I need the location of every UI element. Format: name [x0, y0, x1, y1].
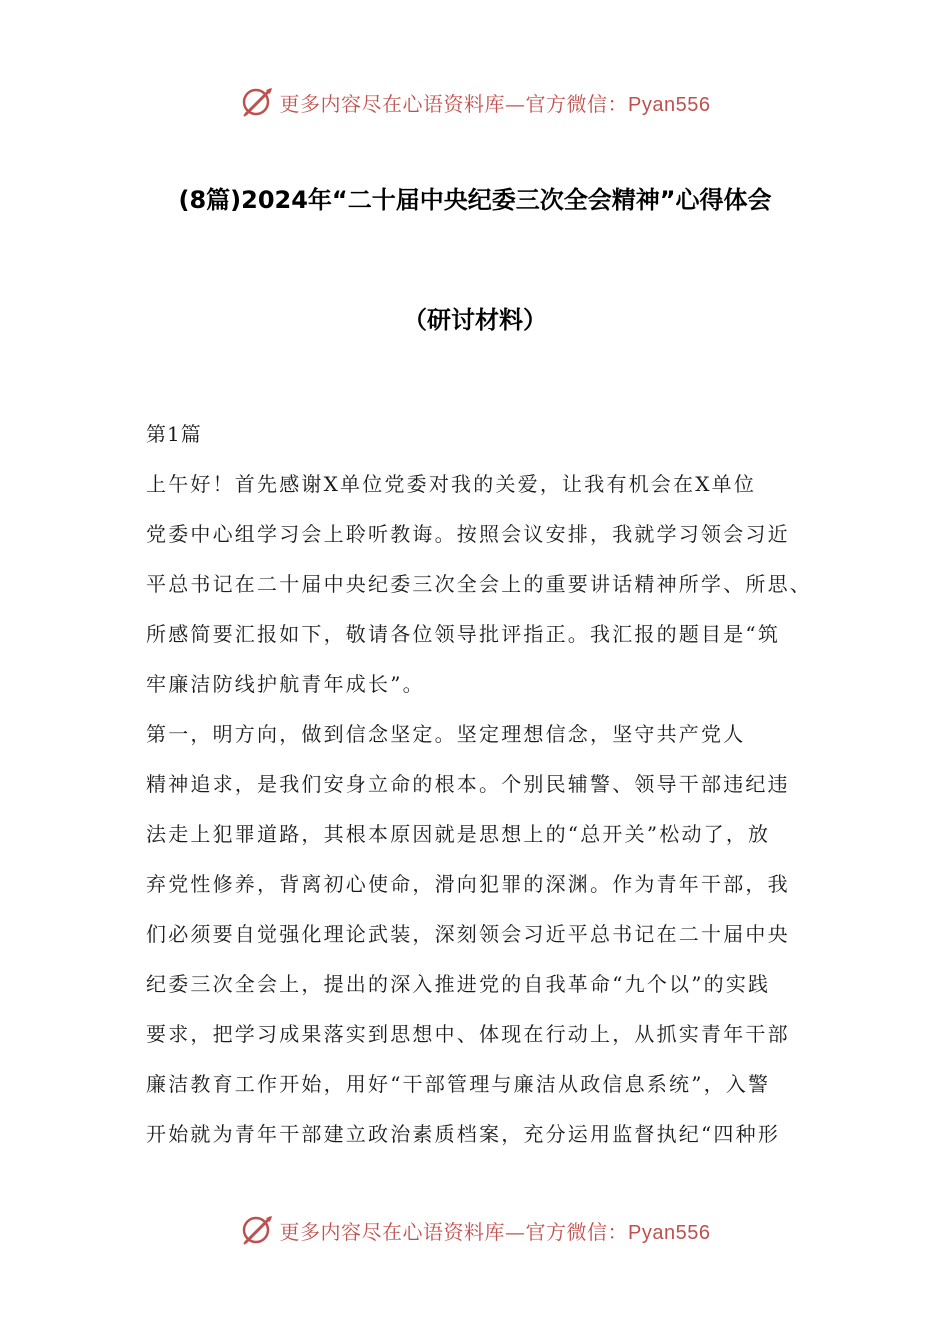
- pen-logo-icon: [240, 1212, 276, 1248]
- text-line: 第一，明方向，做到信念坚定。坚定理想信念，坚守共产党人: [146, 722, 746, 746]
- text-line: 要求，把学习成果落实到思想中、体现在行动上，从抓实青年干部: [146, 1022, 790, 1046]
- document-body: [146, 418, 826, 1168]
- text-line: 精神追求，是我们安身立命的根本。个别民辅警、领导干部违纪违: [146, 772, 790, 796]
- text-line: 法走上犯罪道路，其根本原因就是思想上的“总开关”松动了，放: [146, 822, 771, 846]
- text-line: 上午好！首先感谢X单位党委对我的关爱，让我有机会在X单位: [146, 472, 757, 496]
- wechat-id: Pyan556: [628, 1221, 711, 1244]
- text-line: 平总书记在二十届中央纪委三次全会上的重要讲话精神所学、所思、: [146, 572, 812, 596]
- text-line: 弃党性修养，背离初心使命，滑向犯罪的深渊。作为青年干部，我: [146, 872, 790, 896]
- watermark-banner-bottom: [0, 1210, 950, 1250]
- text-line: 开始就为青年干部建立政治素质档案，充分运用监督执纪“四种形: [146, 1122, 781, 1146]
- document-title: (8篇)2024年“二十届中央纪委三次全会精神”心得体会: [178, 186, 772, 214]
- text-line: 们必须要自觉强化理论武装，深刻领会习近平总书记在二十届中央: [146, 922, 790, 946]
- section-heading: 第1篇: [146, 422, 202, 446]
- pen-logo-icon: [240, 84, 276, 120]
- document-subtitle: （研讨材料）: [403, 306, 547, 334]
- text-line: 廉洁教育工作开始，用好“干部管理与廉洁从政信息系统”，入警: [146, 1072, 771, 1096]
- wechat-id: Pyan556: [628, 93, 711, 116]
- text-line: 牢廉洁防线护航青年成长”。: [146, 672, 425, 696]
- text-line: 所感简要汇报如下，敬请各位领导批评指正。我汇报的题目是“筑: [146, 622, 781, 646]
- text-line: 纪委三次全会上，提出的深入推进党的自我革命“九个以”的实践: [146, 972, 771, 996]
- watermark-banner-top: [0, 82, 950, 122]
- text-line: 党委中心组学习会上聆听教诲。按照会议安排，我就学习领会习近: [146, 522, 790, 546]
- watermark-text: 更多内容尽在心语资料库—官方微信：Pyan556: [279, 1219, 711, 1244]
- watermark-text: 更多内容尽在心语资料库—官方微信：Pyan556: [279, 91, 711, 116]
